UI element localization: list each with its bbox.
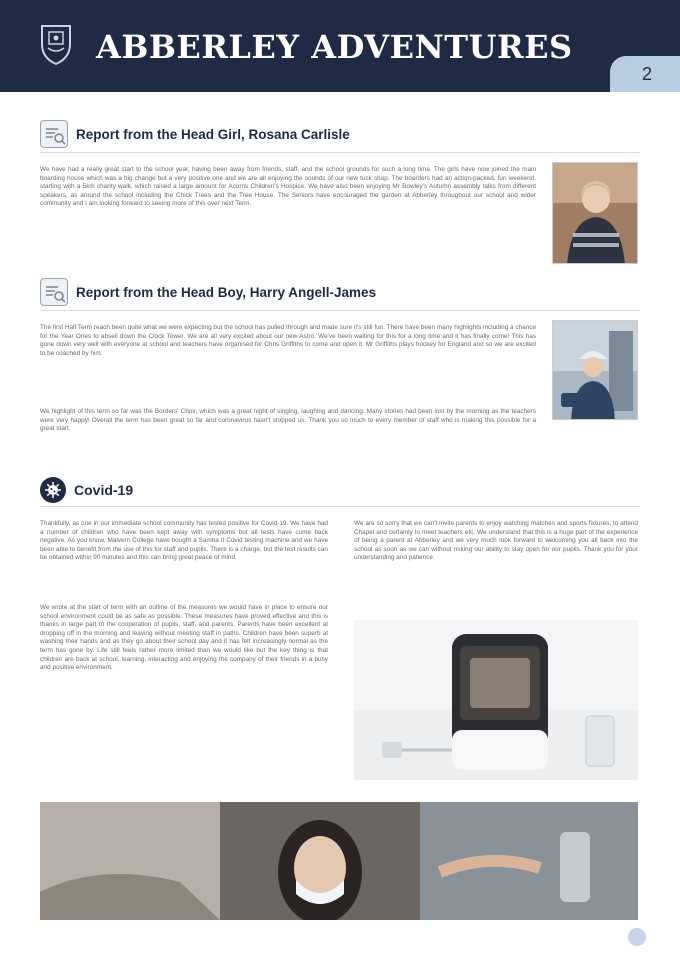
- page-header: [0, 0, 680, 92]
- divider: [40, 152, 640, 153]
- covid-text-col1-p2: We wrote at the start of term with an outline of the measures we would have in place to ensure our school environment could be as safe as possible. These measures have proved effective and this is thanks in large part to the cooperation of pupils, staff, and parents. Parents have been excellent at dropping off in the morning and leaving without meeting staff in paths. Children have been superb at washing their hands and as they go about their school day and it has felt increasingly normal as the term has gone by. Life still feels rather more limited than we would like but the key thing is that children are back at school, learning, interacting and enjoying the company of their friends in a busy and positive environment.: [40, 604, 328, 672]
- head-boy-title: Report from the Head Boy, Harry Angell-James: [76, 284, 377, 300]
- head-boy-in-hardhat: [552, 320, 638, 420]
- covid-testing-machine: [354, 620, 638, 780]
- covid-safety-banner: [40, 802, 638, 920]
- virus-icon: [40, 477, 66, 503]
- head-boy-report-text-1: The first Half Term reach been quite what we were expecting but the school has pulled through and made sure it's still fun. There have been many highlights including a chance for the Year Ones to abseil down the Clock Tower. We are all very excited about our new Astro. We've been waiting for this for a long time and it has finally come! This has gone down very well with everyone at school and teachers have organised for Chris Griffiths to come and open it. Mr Griffiths plays hockey for England and so we are excited to be coached by him.: [40, 324, 536, 357]
- head-girl-section-header: [40, 120, 350, 148]
- divider: [40, 310, 640, 311]
- covid-title: Covid-19: [74, 482, 134, 498]
- head-girl-report-text: We have had a really great start to the school year, having been away from friends, staff, and the school grounds for such a long time. The girls have now joined the main boarding house which was a big change but a very positive one and we are all enjoying the sounds of our new tuck shop. The boarders had an action-packed, fun weekend, starting with a 5km charity walk, which raised a large amount for Acorns Children's Hospice. We have also been enjoying Mr Bowley's Autumn assembly talks from different speakers, as around the school including the Chick Trees and the Tree House. The Seniors have encouraged the garden at Abberley throughout our school and wider community and I am looking forward to seeing more of this over next Term.: [40, 166, 536, 208]
- head-boy-section-header: [40, 278, 376, 306]
- school-crest-icon: [38, 22, 74, 66]
- head-girl-portrait: [552, 162, 638, 264]
- head-boy-report-text-2: We highlight of this term so far was the Borders' Choir, which was a great night of singing, laughing and dancing. Many stories had been lost by the morning as the teachers were very happy! Overall the term has been great so far and coronavirus hasn't stopped us. Thank you so much to every member of staff who is making this possible for a great start.: [40, 408, 536, 433]
- covid-text-col1-p1: Thankfully, as one in our immediate school community has tested positive for Covid-19. We have had a number of children who have been kept away with symptoms but all tests have come back negative. As you know, Malvern College have bought a Samba II Covid testing machine and we have been able to benefit from the use of this for staff and pupils. There is a charge, but the test results can be obtained within 90 minutes and this can bring great peace of mind.: [40, 520, 328, 562]
- covid-text-col2-p1: We are so sorry that we can't invite parents to enjoy watching matches and sports fixtures, to attend Chapel and certainly to meet teachers etc. We understand that this is a huge part of the experience of being a parent at Abberley and we very much look forward to welcoming you all back into the school as soon as we can without risking our ability to stay open for our pupils. Thank you for your understanding and patience.: [354, 520, 638, 562]
- report-icon: [40, 120, 68, 148]
- divider: [40, 506, 640, 507]
- head-girl-title: Report from the Head Girl, Rosana Carlisle: [76, 126, 350, 142]
- page-indicator-dot: [628, 928, 646, 946]
- report-icon: [40, 278, 68, 306]
- page-number: 2: [641, 64, 652, 84]
- newsletter-title: ABBERLEY ADVENTURES: [96, 28, 573, 66]
- covid-section-header: [40, 477, 133, 503]
